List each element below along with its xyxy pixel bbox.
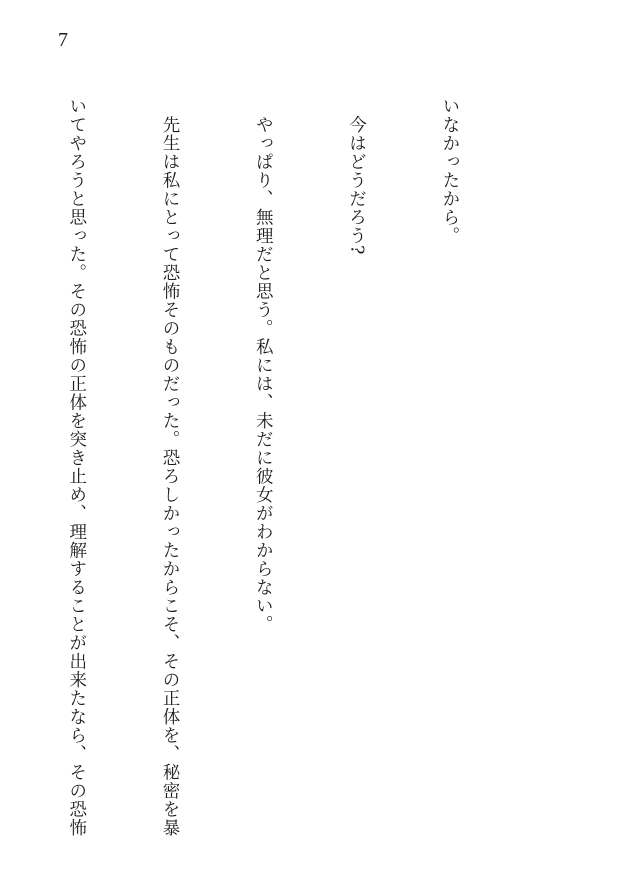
body-text: [0, 97, 527, 837]
text-line: いなかったから。: [439, 97, 460, 245]
text-line: 今はどうだろう?: [346, 97, 367, 256]
page-number: 7: [58, 29, 68, 51]
text-line: 先生は私にとって恐怖そのものだった。恐ろしかったからこそ、その正体を、秘密を暴: [159, 97, 180, 837]
text-line: やっぱり、無理だと思う。私には、未だに彼女がわからない。: [253, 97, 274, 634]
text-line: いてやろうと思った。その恐怖の正体を突き止め、理解することが出来たなら、その恐怖: [66, 97, 87, 837]
